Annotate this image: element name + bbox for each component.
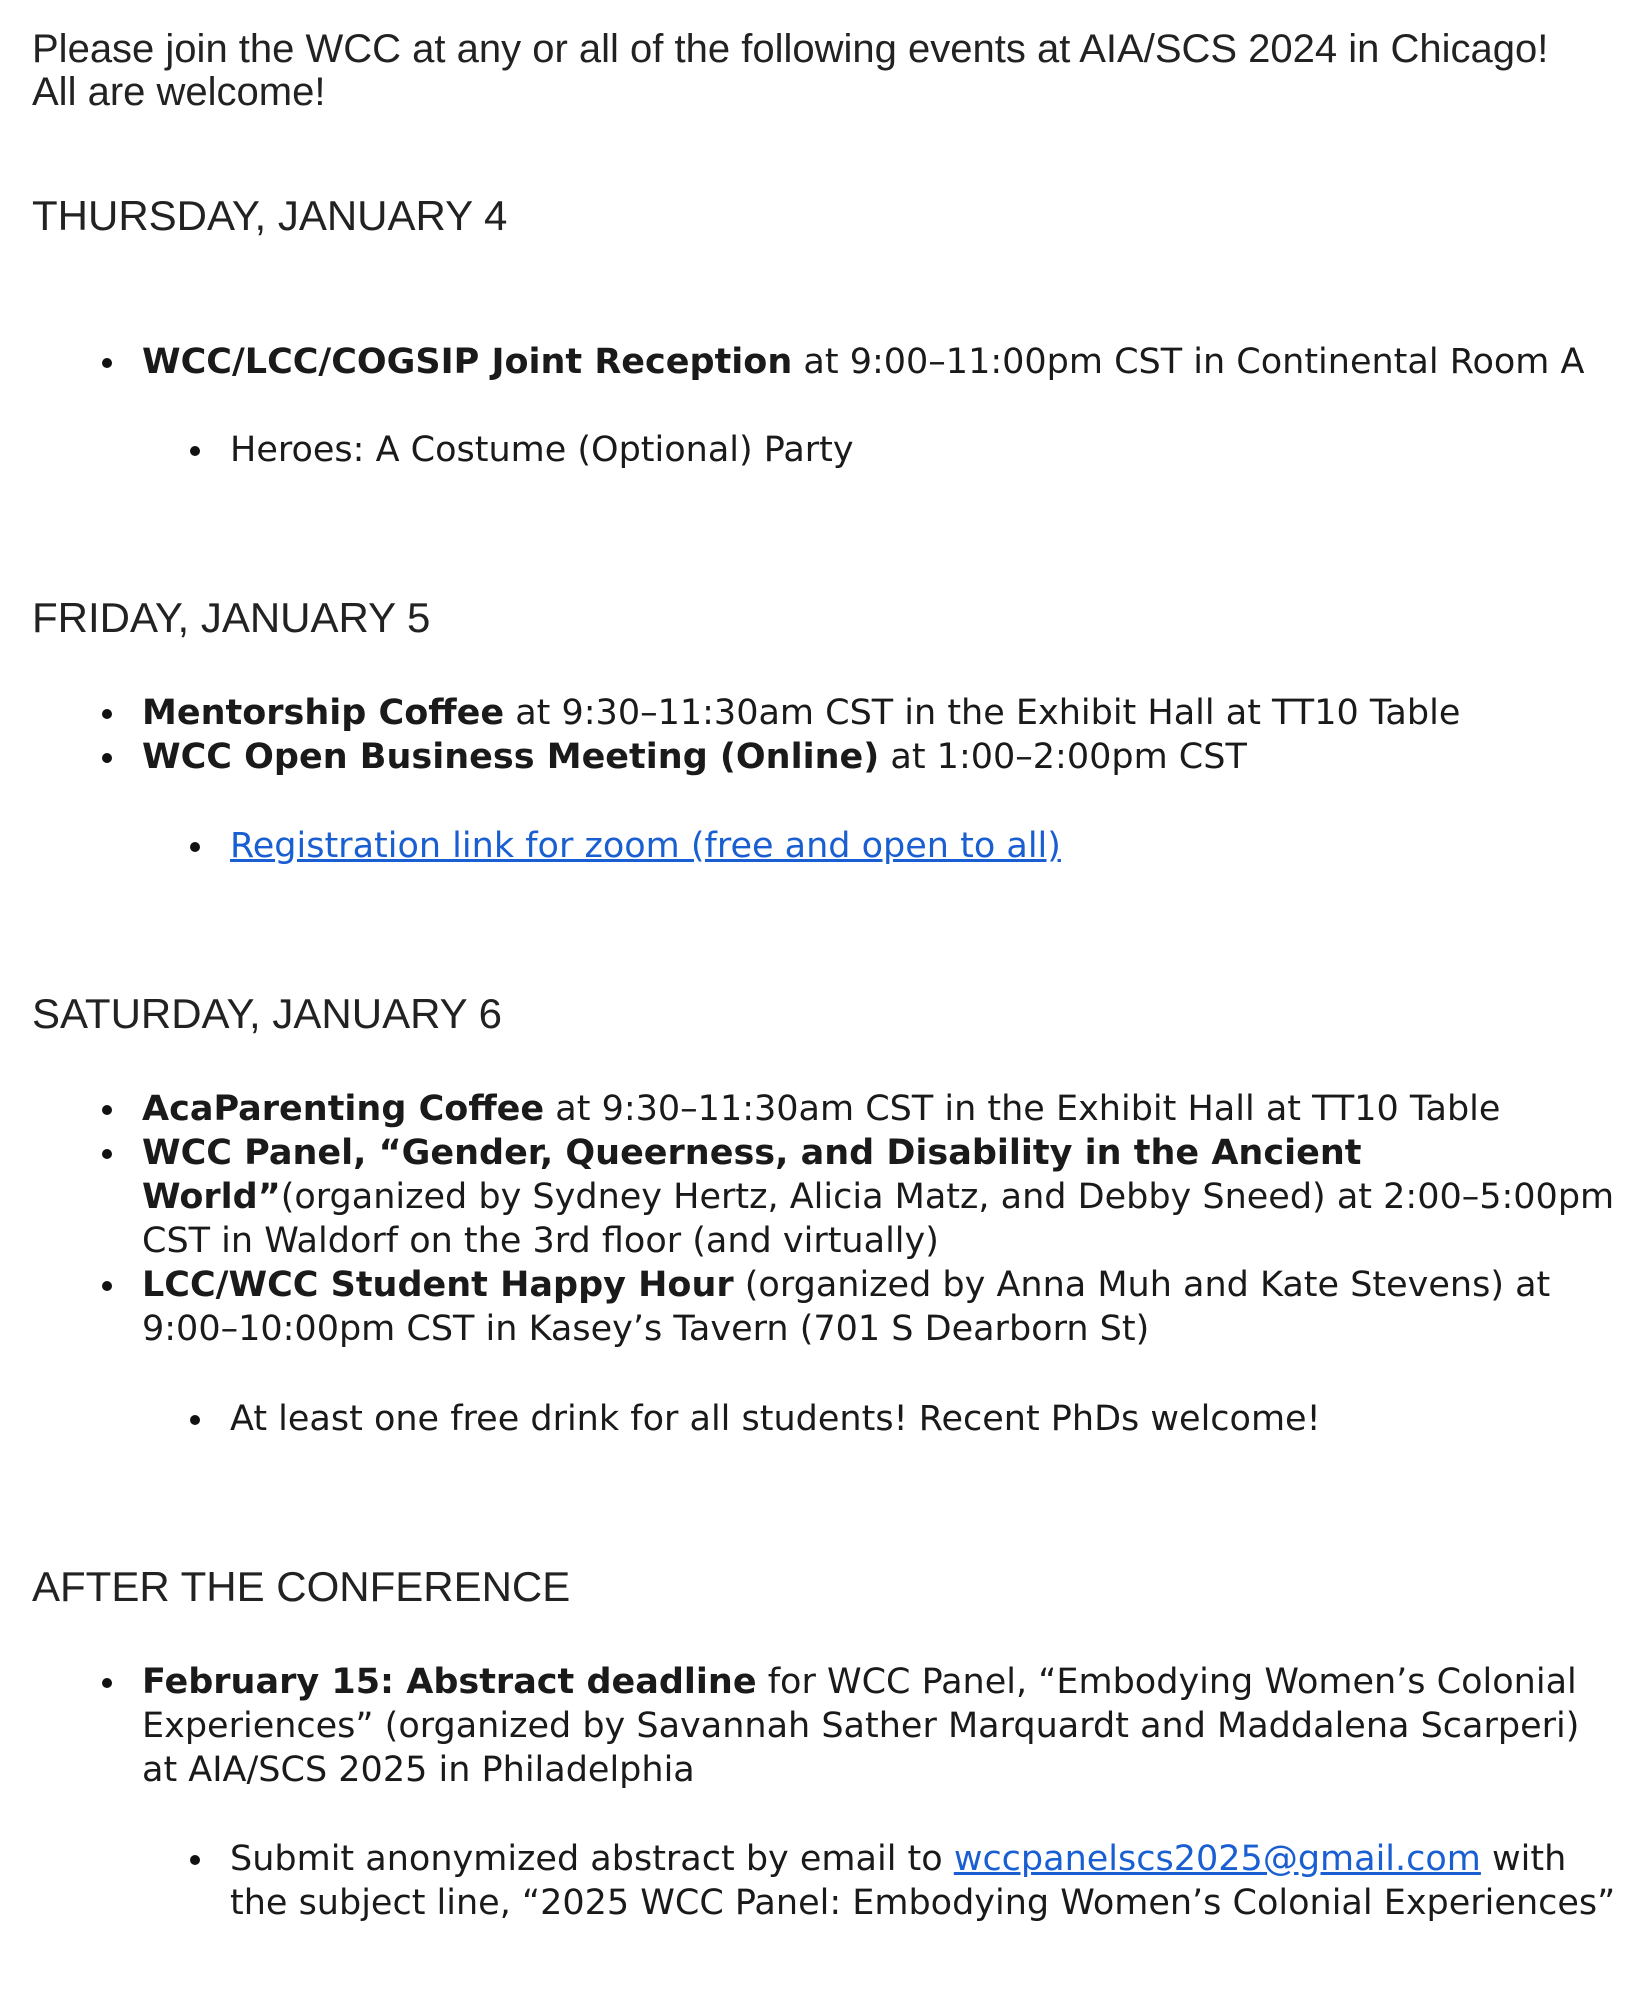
after-event-list	[142, 1660, 1622, 1792]
event-title: WCC Open Business Meeting (Online)	[142, 737, 880, 777]
sub-item-text: At least one free drink for all students! Recent PhDs welcome!	[230, 1399, 1321, 1439]
intro-text: Please join the WCC at any or all of the following events at AIA/SCS 2024 in Chicago! All are welcome!	[32, 27, 1549, 114]
sub-item-text: Heroes: A Costume (Optional) Party	[230, 430, 854, 470]
thursday-sub-list	[230, 428, 1620, 472]
event-title: AcaParenting Coffee	[142, 1089, 545, 1129]
list-item	[142, 1263, 1622, 1351]
email-link[interactable]: wccpanelscs2025@gmail.com	[953, 1839, 1481, 1879]
event-details: for WCC Panel, “Embodying Women’s Colonial Experiences” (organized by Savannah Sather Marquardt and Maddalena Scarperi) at AIA/SCS 2025 in Philadelphia	[142, 1662, 1580, 1790]
list-item	[142, 691, 1622, 735]
list-item	[230, 1837, 1620, 1925]
event-details: (organized by Sydney Hertz, Alicia Matz, and Debby Sneed) at 2:00–5:00pm CST in Waldorf on the 3rd floor (and virtually)	[142, 1177, 1615, 1261]
list-item	[230, 1397, 1620, 1441]
event-title: February 15: Abstract deadline	[142, 1662, 757, 1702]
event-details: at 9:30–11:30am CST in the Exhibit Hall at TT10 Table	[544, 1089, 1501, 1129]
event-details: at 9:30–11:30am CST in the Exhibit Hall at TT10 Table	[504, 693, 1461, 733]
event-details: (organized by Anna Muh and Kate Stevens) at 9:00–10:00pm CST in Kasey’s Tavern (701 S Dearborn St)	[142, 1265, 1551, 1349]
heading-friday: FRIDAY, JANUARY 5	[32, 594, 431, 641]
saturday-sub-list	[230, 1397, 1620, 1441]
list-item	[230, 824, 1620, 868]
event-title: WCC/LCC/COGSIP Joint Reception	[142, 342, 793, 382]
event-title: LCC/WCC Student Happy Hour	[142, 1265, 734, 1305]
sub-item-text: with the subject line, “2025 WCC Panel: Embodying Women’s Colonial Experiences”	[230, 1839, 1616, 1923]
after-sub-list	[230, 1837, 1620, 1925]
heading-saturday: SATURDAY, JANUARY 6	[32, 990, 502, 1037]
zoom-registration-link[interactable]: Registration link for zoom (free and open to all)	[230, 826, 1061, 866]
friday-event-list	[142, 691, 1622, 779]
event-title: WCC Panel, “Gender, Queerness, and Disability in the Ancient World”	[142, 1133, 1362, 1217]
list-item	[230, 428, 1620, 472]
event-title: Mentorship Coffee	[142, 693, 505, 733]
list-item	[142, 1131, 1622, 1263]
heading-after-conference: AFTER THE CONFERENCE	[32, 1563, 571, 1610]
list-item	[142, 735, 1622, 779]
event-details: at 1:00–2:00pm CST	[879, 737, 1247, 777]
friday-sub-list	[230, 824, 1620, 868]
list-item	[142, 340, 1622, 384]
event-details: at 9:00–11:00pm CST in Continental Room A	[792, 342, 1585, 382]
thursday-event-list	[142, 340, 1622, 384]
heading-thursday: THURSDAY, JANUARY 4	[32, 192, 508, 239]
list-item	[142, 1660, 1622, 1792]
sub-item-text: Submit anonymized abstract by email to	[230, 1839, 954, 1879]
saturday-event-list	[142, 1087, 1622, 1351]
list-item	[142, 1087, 1622, 1131]
